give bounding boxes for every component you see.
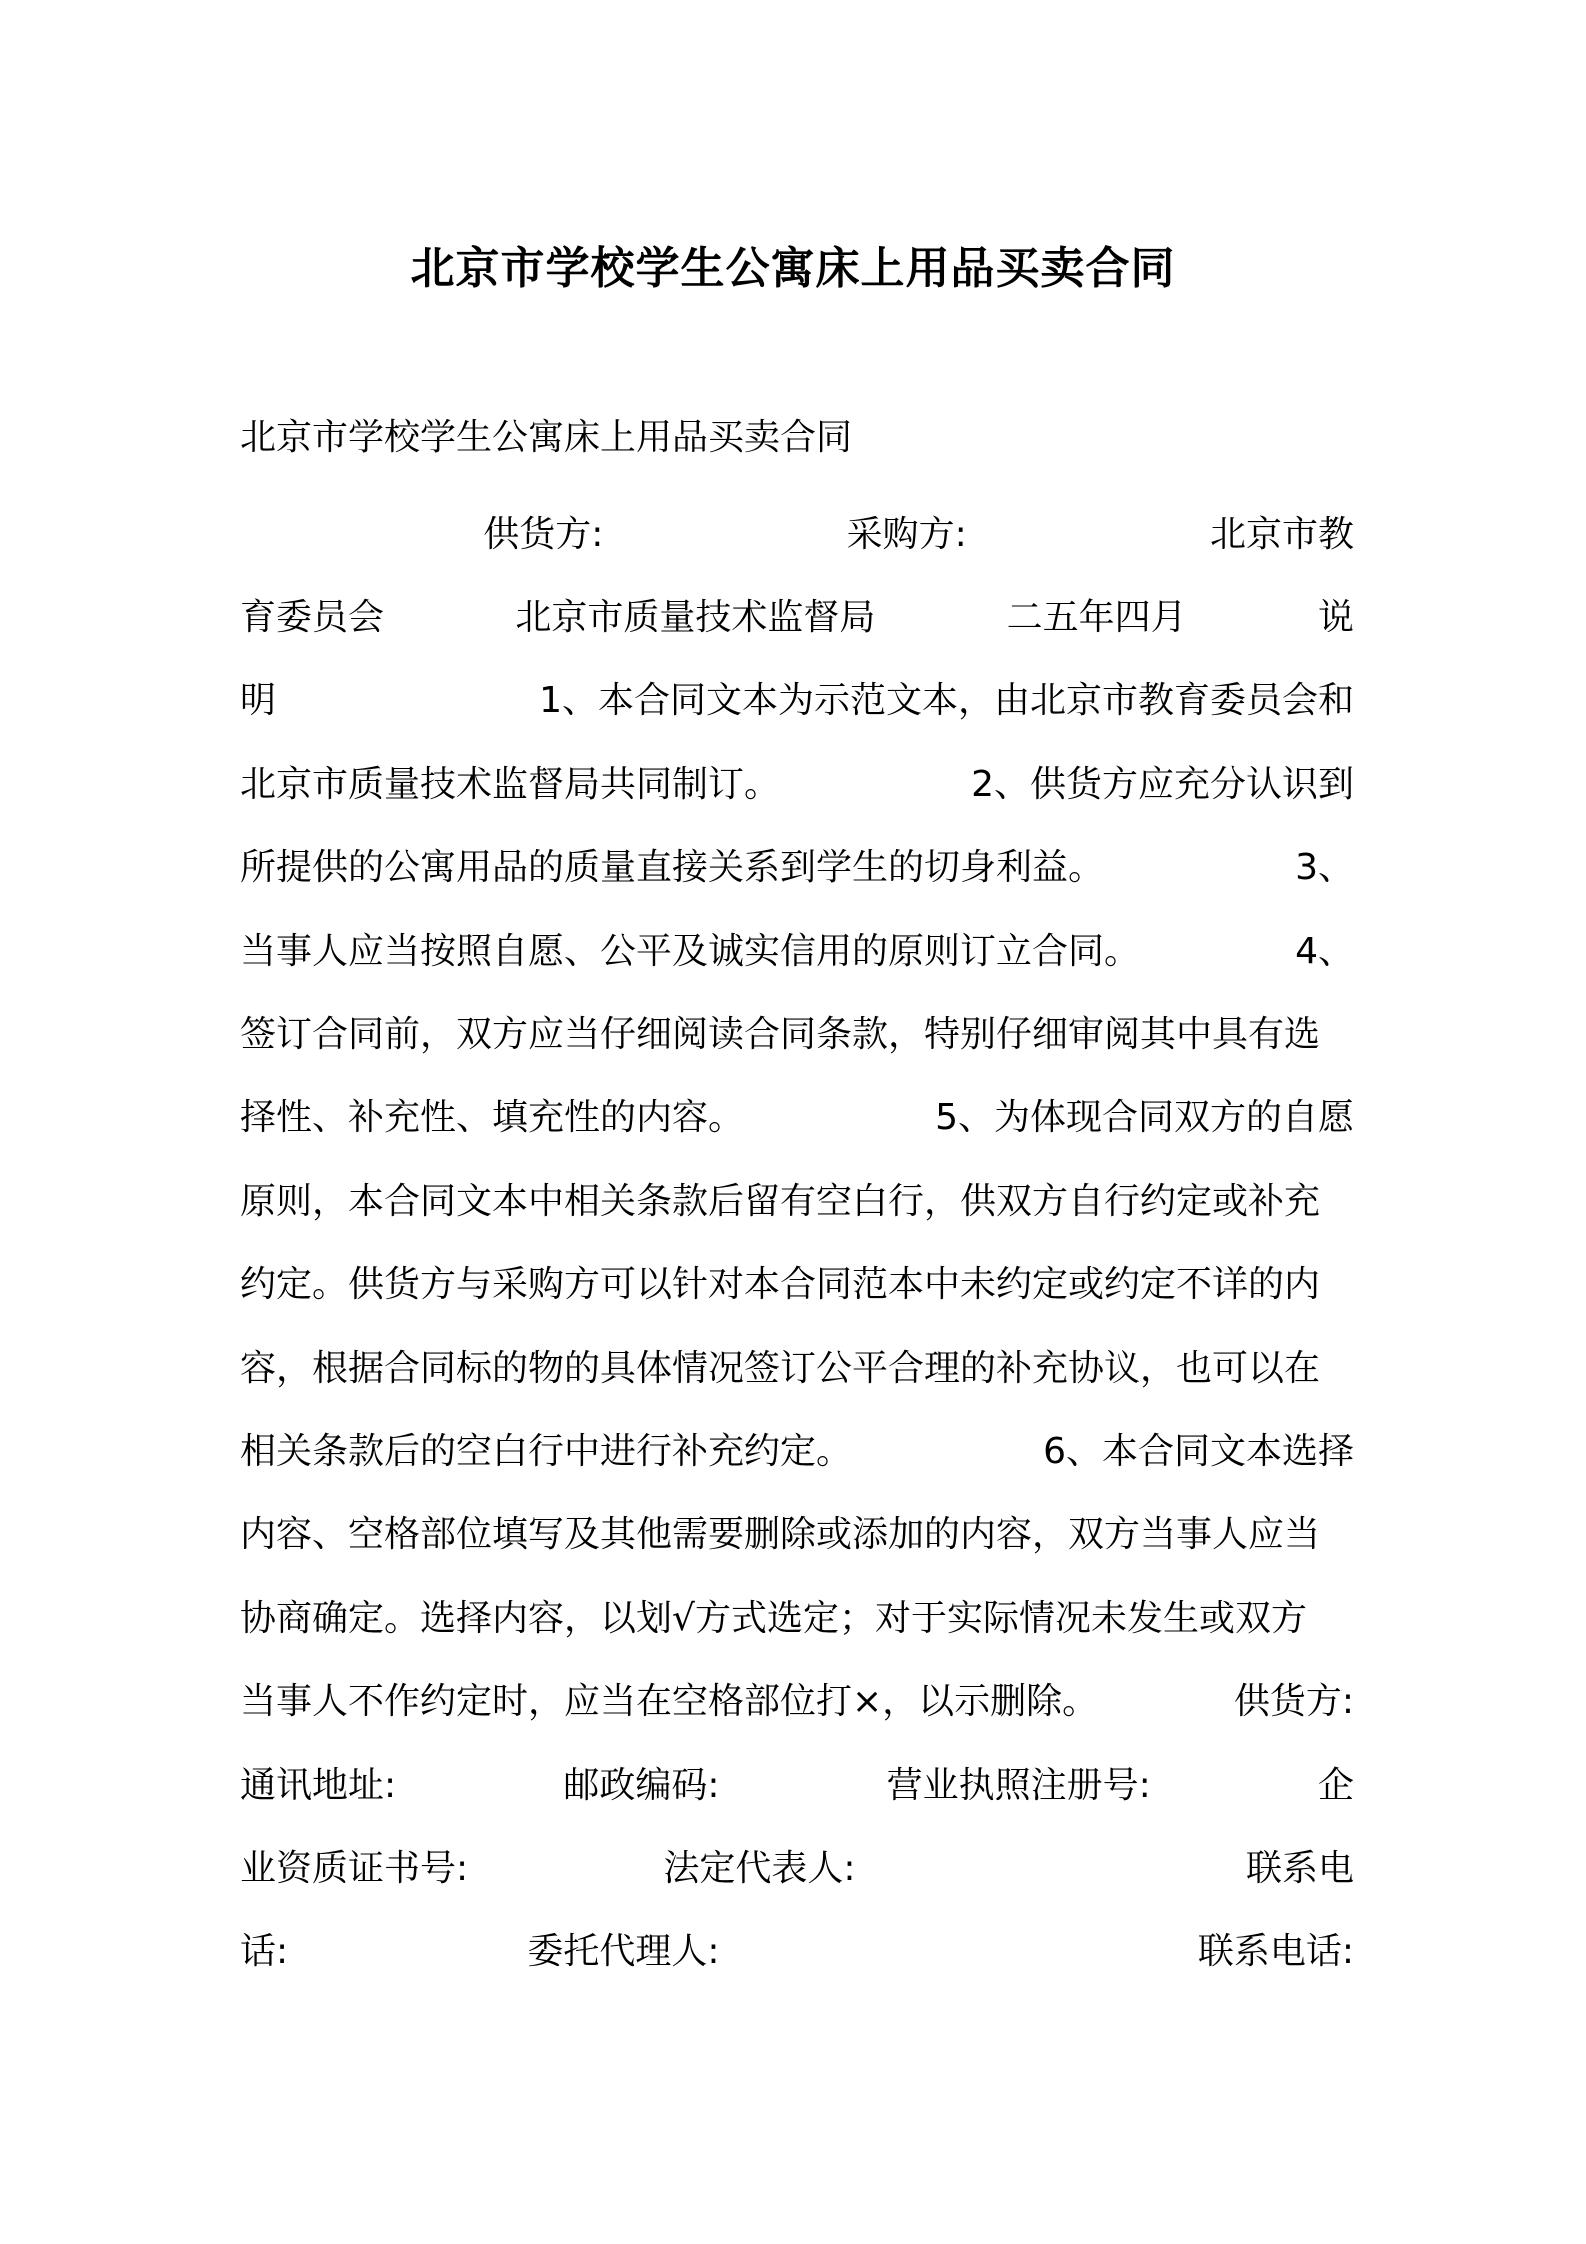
body-line-2-seg-1: 育委员会 — [240, 597, 385, 639]
body-line-1-seg-2: 供货方: — [483, 513, 604, 555]
body-line-2 — [240, 576, 1354, 659]
document-body — [240, 493, 1354, 1994]
body-line-11-seg-1: 容，根据合同标的物的具体情况签订公平合理的补充协议，也可以在 — [240, 1347, 1321, 1389]
body-line-1-seg-3: 采购方: — [846, 513, 967, 555]
body-line-14-seg-1: 协商确定。选择内容，以划√方式选定；对于实际情况未发生或双方 — [240, 1597, 1307, 1639]
document-subtitle: 北京市学校学生公寓床上用品买卖合同 — [240, 417, 853, 458]
body-line-16 — [240, 1744, 1354, 1827]
document-title: 北京市学校学生公寓床上用品买卖合同 — [410, 243, 1176, 295]
body-line-17 — [240, 1827, 1354, 1910]
body-line-12 — [240, 1410, 1354, 1493]
body-line-7-seg-1: 签订合同前，双方应当仔细阅读合同条款，特别仔细审阅其中具有选 — [240, 1014, 1321, 1056]
body-line-8-seg-2: 5、为体现合同双方的自愿 — [935, 1097, 1354, 1139]
body-line-1-seg-4: 北京市教 — [1209, 513, 1354, 555]
body-line-16-seg-1: 通讯地址: — [240, 1764, 397, 1806]
body-line-16-seg-2: 邮政编码: — [563, 1764, 720, 1806]
body-line-14 — [240, 1577, 1354, 1660]
body-line-10 — [240, 1244, 1354, 1327]
body-line-3-seg-1: 明 — [240, 680, 277, 722]
body-line-17-seg-1: 业资质证书号: — [240, 1847, 469, 1889]
body-line-5-seg-2: 3、 — [1295, 847, 1354, 889]
body-line-8-seg-1: 择性、补充性、填充性的内容。 — [240, 1097, 745, 1139]
body-line-1 — [240, 493, 1354, 576]
body-line-6-seg-1: 当事人应当按照自愿、公平及诚实信用的原则订立合同。 — [240, 930, 1141, 972]
body-line-7 — [240, 993, 1354, 1076]
body-line-12-seg-1: 相关条款后的空白行中进行补充约定。 — [240, 1430, 853, 1472]
body-line-2-seg-2: 北京市质量技术监督局 — [515, 597, 876, 639]
body-line-13 — [240, 1494, 1354, 1577]
body-line-4 — [240, 743, 1354, 826]
body-line-18-seg-1: 话: — [240, 1931, 289, 1973]
body-line-17-seg-4: 联系电 — [1245, 1847, 1354, 1889]
body-line-6-seg-2: 4、 — [1295, 930, 1354, 972]
body-line-15 — [240, 1660, 1354, 1743]
body-line-5 — [240, 827, 1354, 910]
body-line-6 — [240, 910, 1354, 993]
body-line-2-seg-3: 二五年四月 — [1006, 597, 1187, 639]
body-line-9-seg-1: 原则，本合同文本中相关条款后留有空白行，供双方自行约定或补充 — [240, 1180, 1321, 1222]
body-line-10-seg-1: 约定。供货方与采购方可以针对本合同范本中未约定或约定不详的内 — [240, 1264, 1321, 1306]
body-line-3 — [240, 660, 1354, 743]
body-line-2-seg-4: 说 — [1317, 597, 1354, 639]
body-line-4-seg-1: 北京市质量技术监督局共同制订。 — [240, 763, 781, 805]
body-line-8 — [240, 1077, 1354, 1160]
body-line-11 — [240, 1327, 1354, 1410]
body-line-18-seg-2: 委托代理人: — [527, 1931, 720, 1973]
body-line-17-seg-2: 法定代表人: — [663, 1847, 856, 1889]
body-line-18 — [240, 1911, 1354, 1994]
body-line-4-seg-2: 2、供货方应充分认识到 — [971, 763, 1354, 805]
body-line-16-seg-3: 营业执照注册号: — [886, 1764, 1151, 1806]
body-line-12-seg-2: 6、本合同文本选择 — [1043, 1430, 1354, 1472]
body-line-15-seg-1: 当事人不作约定时，应当在空格部位打×，以示删除。 — [240, 1681, 1099, 1723]
body-line-5-seg-1: 所提供的公寓用品的质量直接关系到学生的切身利益。 — [240, 847, 1105, 889]
body-line-3-seg-2: 1、本合同文本为示范文本，由北京市教育委员会和 — [539, 680, 1354, 722]
body-line-18-seg-4: 联系电话: — [1197, 1931, 1354, 1973]
body-line-9 — [240, 1160, 1354, 1243]
body-line-15-seg-2: 供货方: — [1233, 1681, 1354, 1723]
body-line-13-seg-1: 内容、空格部位填写及其他需要删除或添加的内容，双方当事人应当 — [240, 1514, 1321, 1556]
body-line-16-seg-4: 企 — [1317, 1764, 1354, 1806]
